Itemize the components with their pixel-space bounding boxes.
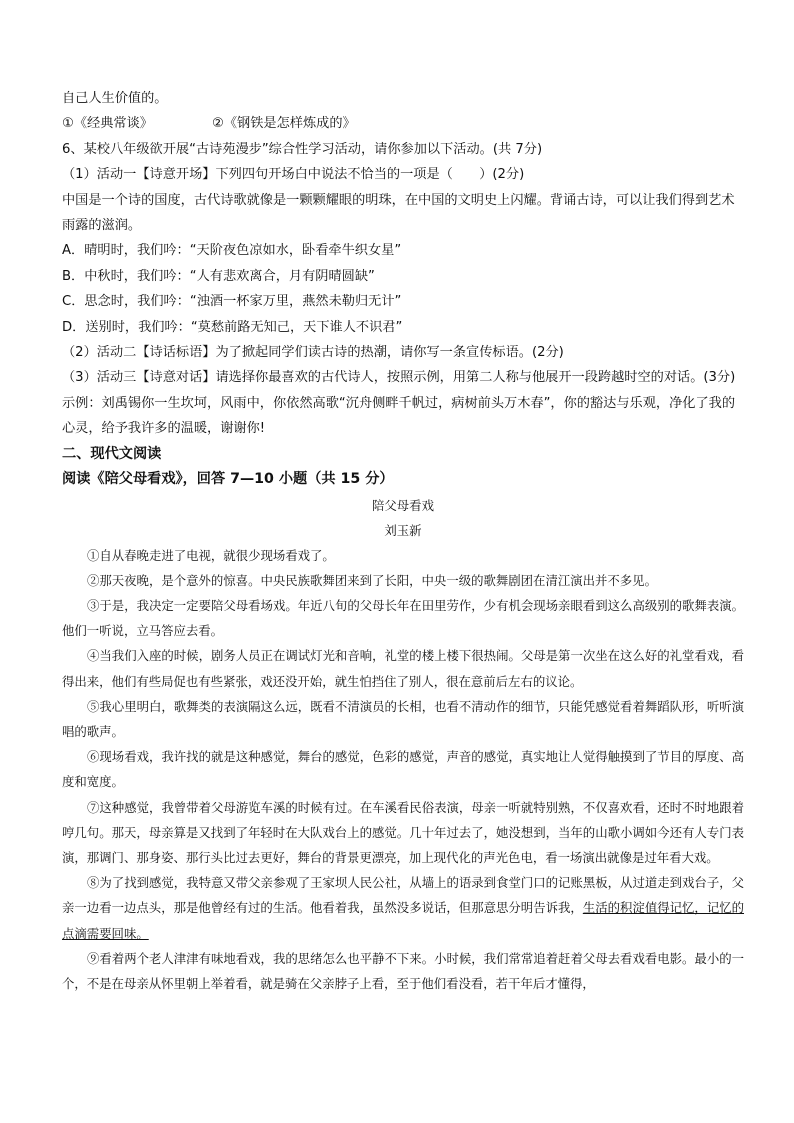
activity-3: （3）活动三【诗意对话】请选择你最喜欢的古代诗人，按照示例，用第二人称与他展开一段跨越时空的对话。(3分) (62, 370, 736, 386)
paragraph-8-text: ⑧为了找到感觉，我特意又带父亲参观了王家坝人民公社，从墙上的语录到食堂门口的记账黑板，从过道走到戏台子，父亲一边看一边点头，那是他曾经有过的生活。他看着我，虽然没多说话，但那意思分明告诉我， (62, 875, 744, 916)
question-6-stem: 6、某校八年级欲开展“古诗苑漫步”综合性学习活动，请你参加以下活动。(共 7分) (62, 141, 543, 157)
option-a: A．晴明时，我们吟：“天阶夜色凉如水，卧看牵牛织女星” (62, 243, 402, 259)
activity-2: （2）活动二【诗话标语】为了掀起同学们读古诗的热潮，请你写一条宣传标语。(2分) (62, 345, 564, 361)
article-author: 刘玉新 (384, 522, 422, 538)
section-heading: 二、现代文阅读 (62, 445, 162, 462)
article-paragraph-8 (62, 870, 744, 946)
option-c: C．思念时，我们吟：“浊酒一杯家万里，燕然未勒归无计” (62, 294, 402, 310)
book-option-a: ①《经典常谈》 (62, 116, 153, 132)
article-paragraph-6: ⑥现场看戏，我许找的就是这种感觉，舞台的感觉，色彩的感觉，声音的感觉，真实地让人觉得触摸到了节目的厚度、高度和宽度。 (62, 749, 744, 790)
option-d: D．送别时，我们吟：“莫愁前路无知己，天下谁人不识君” (62, 319, 403, 335)
book-option-b: ②《钢铁是怎样炼成的》 (212, 116, 356, 132)
article-paragraph-7: ⑦这种感觉，我曾带着父母游览车溪的时候有过。在车溪看民俗表演，母亲一听就特别熟，不仅喜欢看，还时不时地跟着哼几句。那天，母亲算是又找到了年轻时在大队戏台上的感觉。几十年过去了，她没想到，当年的山歌小调如今还有人专门表演，那调门、那身姿、那行头比过去更好，舞台的背景更漂亮，加上现代化的声光色电，看一场演出就像是过年看大戏。 (62, 799, 744, 865)
option-b: B．中秋时，我们吟：“人有悲欢离合，月有阴晴圆缺” (62, 268, 375, 284)
book-options (62, 111, 744, 136)
article-paragraph-2: ②那天夜晚，是个意外的惊喜。中央民族歌舞团来到了长阳，中央一级的歌舞剧团在清江演出并不多见。 (87, 572, 657, 588)
activity-1-passage: 中国是一个诗的国度，古代诗歌就像是一颗颗耀眼的明珠，在中国的文明史上闪耀。背诵古诗，可以让我们得到艺术雨露的滋润。 (62, 192, 735, 234)
activity-3-example: 示例：刘禹锡你一生坎坷，风雨中，你依然高歌“沉舟侧畔千帆过，病树前头万木春”，你的豁达与乐观，净化了我的心灵，给予我许多的温暖，谢谢你! (62, 395, 736, 437)
underlined-sentence: 生活的积淀值得记忆，记忆的点滴需要回味。 (62, 900, 745, 941)
article-paragraph-1: ①自从春晚走进了电视，就很少现场看戏了。 (87, 547, 335, 563)
activity-1: （1）活动一【诗意开场】下列四句开场白中说法不恰当的一项是（ ）(2分) (62, 167, 525, 183)
article-paragraph-9: ⑨看着两个老人津津有味地看戏，我的思绪怎么也平静不下来。小时候，我们常常追着赶着父母去看戏看电影。最小的一个，不是在母亲从怀里朝上举着看，就是骑在父亲脖子上看，至于他们看没看，若干年后才懂得， (62, 950, 744, 991)
article-paragraph-5: ⑤我心里明白，歌舞类的表演隔这么远，既看不清演员的长相，也看不清动作的细节，只能凭感觉看着舞蹈队形，听听演唱的歌声。 (62, 698, 744, 739)
article-title: 陪父母看戏 (372, 497, 434, 513)
article-paragraph-3: ③于是，我决定一定要陪父母看场戏。年近八旬的父母长年在田里劳作，少有机会现场亲眼看到这么高级别的歌舞表演。他们一听说，立马答应去看。 (62, 597, 744, 639)
reading-instruction: 阅读《陪父母看戏》，回答 7—10 小题（共 15 分） (62, 471, 394, 488)
text-line: 自己人生价值的。 (62, 91, 168, 106)
article-paragraph-4: ④当我们入座的时候，剧务人员正在调试灯光和音响，礼堂的楼上楼下很热闹。父母是第一次坐在这么好的礼堂看戏，看得出来，他们有些局促也有些紧张，戏还没开始，就生怕挡住了别人，很在意前后左右的议论。 (62, 648, 744, 689)
